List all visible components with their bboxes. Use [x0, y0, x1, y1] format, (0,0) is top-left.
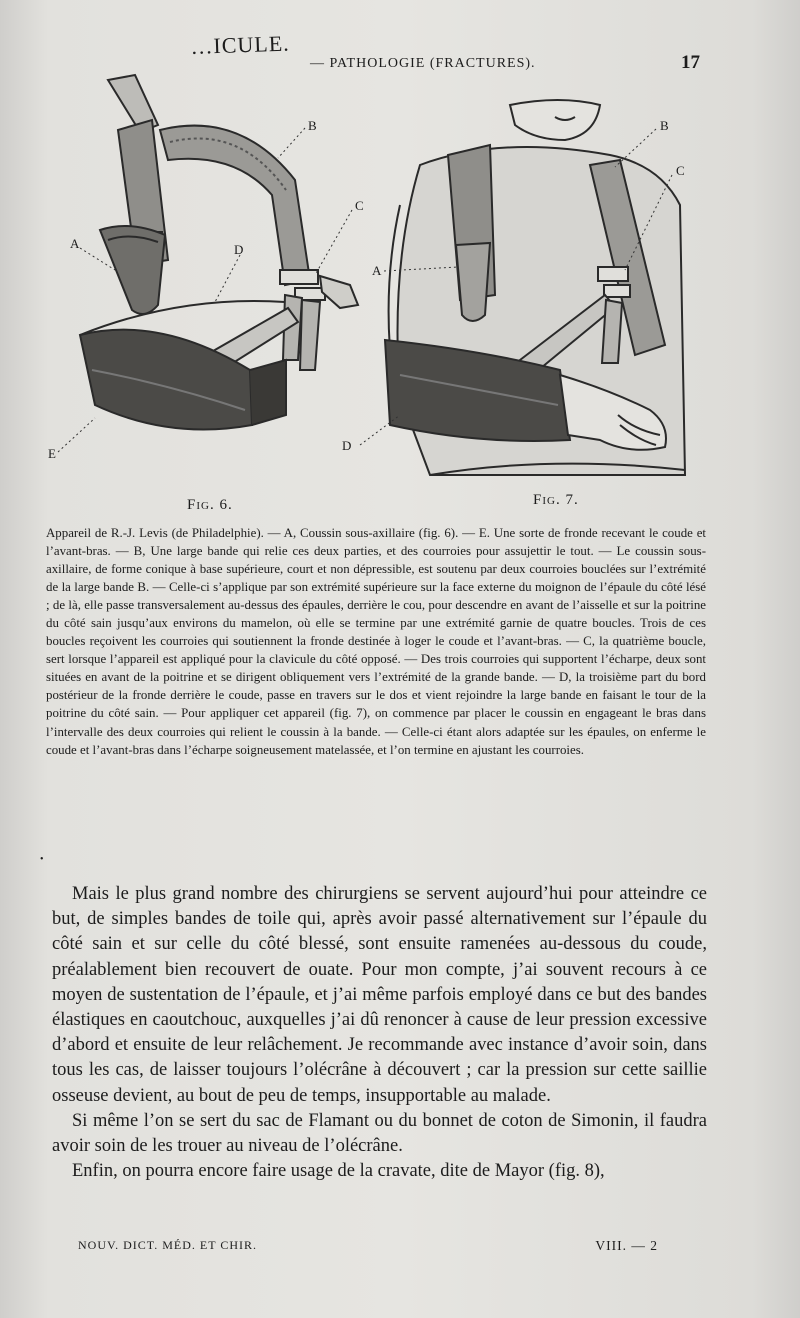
- body-paragraph-1: Mais le plus grand nombre des chirurgiens se servent aujourd’hui pour atteindre ce but, de simples bandes de toile qui, après avoir passé alternativement sur l’épaule du côté sain et sur celle du côté blessé, sont ensuite ramenées au-dessous du coude, préalablement bien recouvert de ouate. Pour mon compte, j’ai souvent recours à ce moyen de sustentation de l’épaule, et j’ai même parfois employé dans ce but des bandes élastiques en caoutchouc, auxquelles j’ai dû renoncer à cause de leur pression excessive d’abord et ensuite de leur relâchement. Je recommande avec instance d’avoir soin, dans tous les cas, de laisser toujours l’olécrâne à découvert ; car la pression sur cette saillie osseuse devient, au bout de peu de temps, insupportable au malade.: [52, 884, 707, 1106]
- figure-7-drawing: [342, 95, 720, 515]
- fig6-label-b: B: [308, 118, 317, 133]
- page-number: 17: [681, 52, 700, 73]
- figure-7-illustration: [342, 95, 720, 515]
- fig7-label-a: A: [372, 263, 382, 278]
- fig7-label-c: C: [676, 163, 685, 178]
- body-paragraph-3: Enfin, on pourra encore faire usage de la cravate, dite de Mayor (fig. 8),: [72, 1161, 605, 1182]
- page-header: [190, 30, 700, 74]
- fig7-label-d: D: [342, 438, 352, 453]
- body-text: [52, 882, 707, 1184]
- figure-description-paragraph: Appareil de R.-J. Levis (de Philadelphie). — A, Coussin sous-axillaire (fig. 6). — E. Une sorte de fronde recevant le coude et l’avant-bras. — B, Une large bande qui relie ces deux parties, et des courroies pour assujettir le tout. — Le coussin sous-axillaire, de forme conique à base supérieure, court et non dépressible, est soutenu par deux courroies bouclées sur l’extrémité de la large bande B. — Celle-ci s’applique par son extrémité supérieure sur la face externe du moignon de l’épaule du côté lésé ; de là, elle passe transversalement au-dessus des épaules, derrière le cou, pour descendre en avant de l’aisselle et sur la poitrine du côté sain jusqu’aux environs du mamelon, où elle se termine par une extrémité garnie de quatre boucles. Trois de ces boucles reçoivent les courroies qui soutiennent la fronde destinée à loger le coude et l’avant-bras. — C, la quatrième boucle, sert lorsque l’appareil est appliqué pour la clavicule du côté opposé. — Des trois courroies qui supportent l’écharpe, deux sont situées en avant de la poitrine et se dirigent obliquement vers l’extrémité de la grande bande. — D, la troisième part du bord postérieur de la fronde derrière le coude, passe en travers sur le dos et vient rejoindre la large bande en faisant le tour de la poitrine du côté sain. — Pour appliquer cet appareil (fig. 7), on commence par placer le coussin en engageant le bras dans l’intervalle des deux courroies qui relient le coussin à la bande. — Celle-ci étant alors adaptée sur les épaules, on enferme le coude et l’avant-bras dans l’écharpe soigneusement matelassée, et l’on termine en ajustant les courroies.: [46, 526, 706, 757]
- fig6-label-e: E: [48, 446, 56, 461]
- fig6-label-a: A: [70, 236, 80, 251]
- footer-signature: NOUV. DICT. MÉD. ET CHIR.: [78, 1238, 258, 1252]
- fig6-label-d: D: [234, 242, 244, 257]
- footer-volume: VIII. — 2: [595, 1238, 658, 1253]
- section-title: — PATHOLOGIE (FRACTURES).: [310, 56, 536, 71]
- running-title: …ICULE.: [190, 30, 291, 59]
- body-paragraph-2: Si même l’on se sert du sac de Flamant ou du bonnet de coton de Simonin, il faudra avoir soin de les trouer au niveau de l’olécrâne.: [52, 1110, 707, 1157]
- fig7-label-b: B: [660, 118, 669, 133]
- figure-6-caption: Fig. 6.: [187, 497, 233, 513]
- figure-6-illustration: [40, 70, 380, 520]
- figure-7-caption: Fig. 7.: [533, 492, 579, 508]
- ornament-mark: •: [40, 854, 44, 865]
- figure-description: [46, 524, 706, 759]
- fig6-label-c: C: [355, 198, 364, 213]
- figure-6-drawing: [40, 70, 380, 520]
